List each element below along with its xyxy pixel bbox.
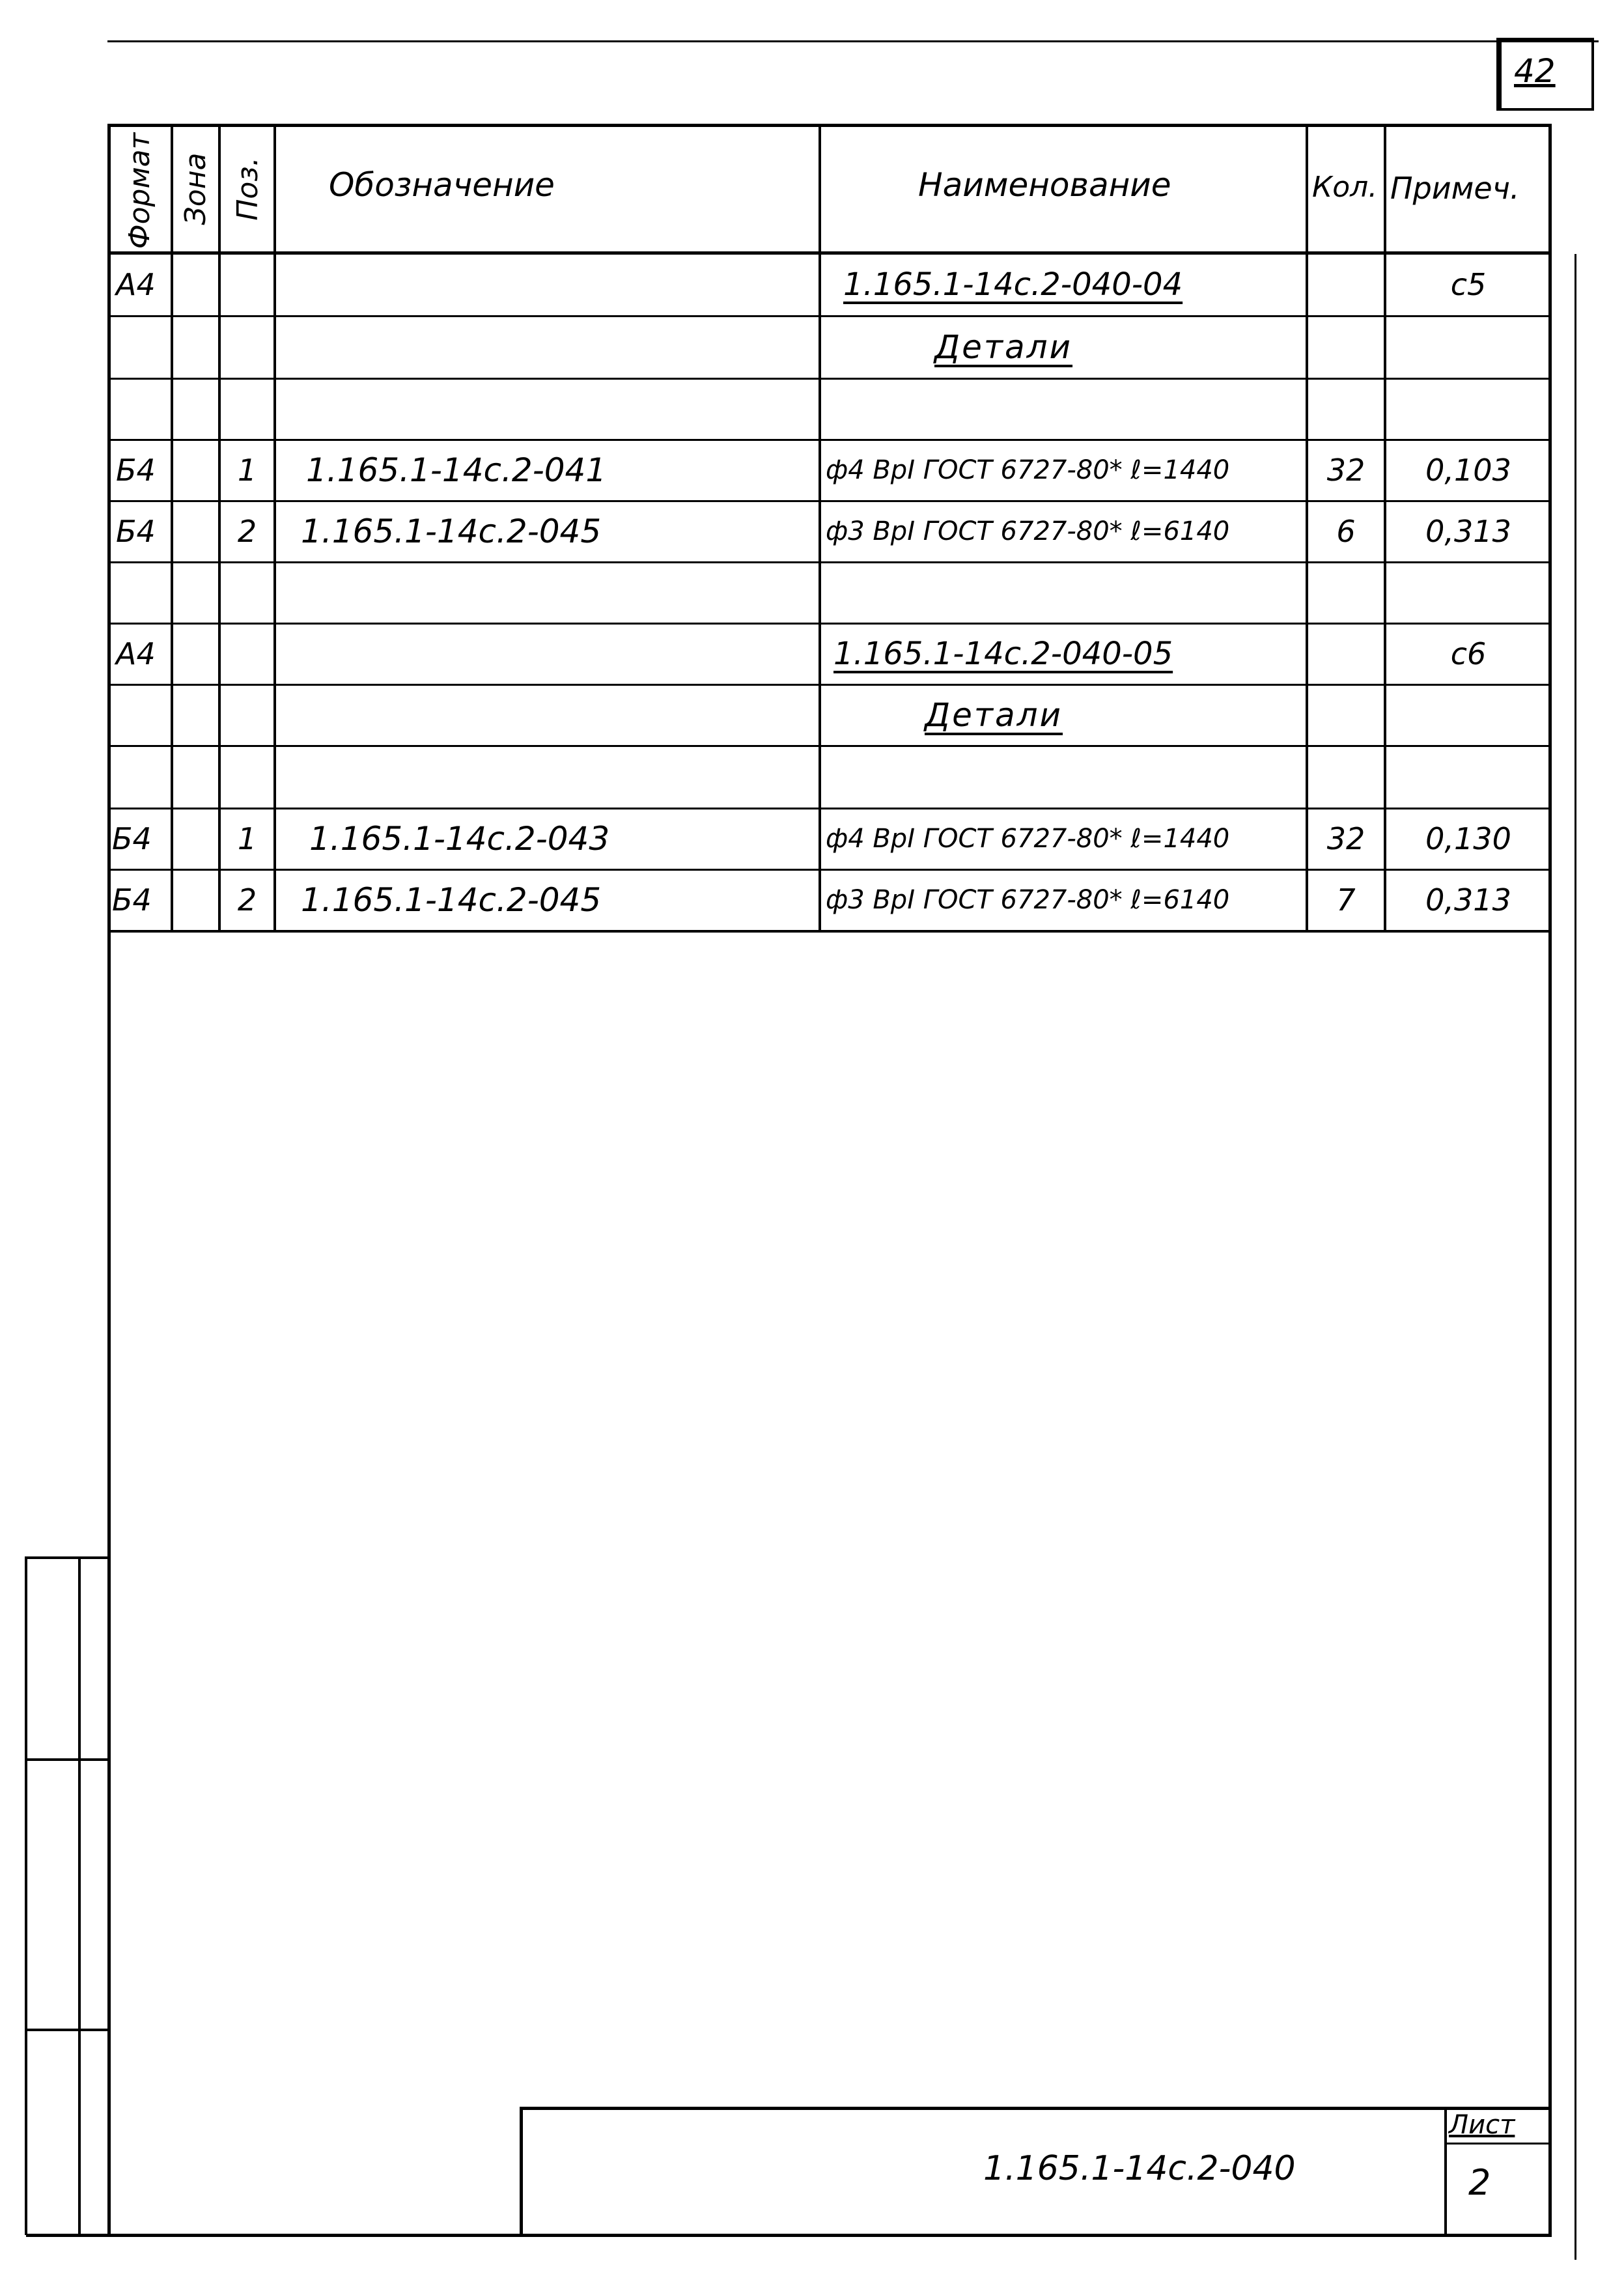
row-pos: 2 [237,514,257,549]
row-line [111,315,1551,317]
frame-top [111,124,1551,127]
row-note: 0,313 [1425,514,1511,549]
header-qty: Кол. [1312,171,1378,204]
header-note: Примеч. [1390,171,1520,206]
row-name: ф4 ВрI ГОСТ 6727-80* ℓ=1440 [826,824,1230,854]
row-line [111,378,1551,380]
row-note: с6 [1450,636,1487,671]
row-name: ф3 ВрI ГОСТ 6727-80* ℓ=6140 [826,885,1230,915]
row-name: 1.165.1-14с.2-040-05 [833,636,1173,672]
row-format: А4 [116,267,156,302]
row-format: Б4 [112,821,152,856]
binding-strip-line [25,2029,109,2031]
row-designation: 1.165.1-14с.2-041 [306,451,607,489]
row-line [111,745,1551,747]
row-pos: 1 [237,821,257,856]
row-format: А4 [116,636,156,671]
row-note: с5 [1450,267,1487,302]
row-designation: 1.165.1-14с.2-045 [301,513,602,550]
top-rule [107,40,1599,42]
row-name: Детали [934,328,1073,366]
row-note: 0,103 [1425,453,1511,488]
binding-strip-line [25,1556,109,1559]
row-line [111,623,1551,625]
row-designation: 1.165.1-14с.2-043 [309,820,610,858]
header-bottom [111,251,1551,255]
title-block-sheet-divider [1444,2107,1447,2235]
header-format: Формат [123,132,156,249]
row-line [111,684,1551,686]
corner-number: 42 [1514,52,1556,90]
sheet-number: 2 [1468,2162,1491,2203]
row-line [111,930,1551,933]
row-pos: 1 [237,453,257,488]
row-designation: 1.165.1-14с.2-045 [301,881,602,919]
col-line-3 [273,124,276,931]
document-code: 1.165.1-14с.2-040 [983,2149,1296,2188]
col-line-4 [819,124,821,931]
title-block-sheet-hline [1444,2143,1550,2144]
row-name: ф4 ВрI ГОСТ 6727-80* ℓ=1440 [826,455,1230,485]
header-designation: Обозначение [329,166,555,204]
row-qty: 32 [1326,821,1365,856]
row-note: 0,313 [1425,882,1511,918]
outer-right-margin [1575,254,1576,2260]
row-name: 1.165.1-14с.2-040-04 [843,266,1183,303]
row-name: ф3 ВрI ГОСТ 6727-80* ℓ=6140 [826,516,1230,546]
row-name: Детали [925,696,1063,734]
col-line-1 [171,124,173,931]
row-format: Б4 [112,882,152,918]
title-block-top [521,2107,1550,2110]
row-format: Б4 [116,453,156,488]
title-block-left [520,2107,523,2235]
col-line-6 [1384,124,1386,931]
row-note: 0,130 [1425,821,1511,856]
row-line [111,561,1551,563]
sheet-label: Лист [1449,2110,1515,2140]
frame-bottom [26,2234,1552,2237]
binding-strip-line [25,1758,109,1761]
row-pos: 2 [237,882,257,918]
header-name: Наименование [918,166,1171,204]
binding-strip-left [25,1556,27,2235]
header-pos: Поз. [231,157,264,221]
header-zone: Зона [179,152,212,225]
binding-strip-inner [78,1556,81,2235]
row-qty: 6 [1336,514,1356,549]
row-format: Б4 [116,514,156,549]
row-qty: 7 [1336,882,1356,918]
row-qty: 32 [1326,453,1365,488]
